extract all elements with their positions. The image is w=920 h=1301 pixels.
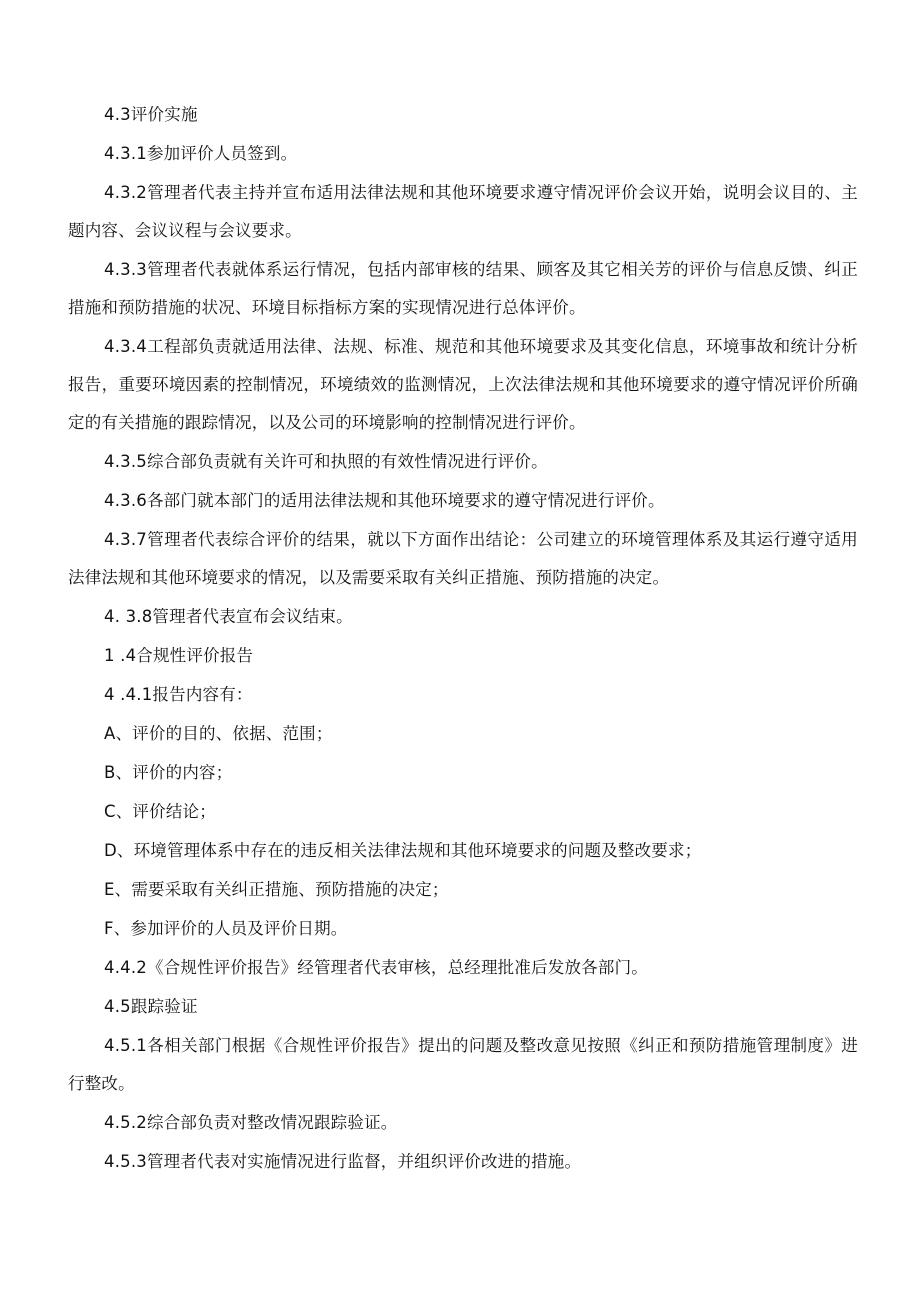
list-item-d: D、环境管理体系中存在的违反相关法律法规和其他环境要求的问题及整改要求；: [104, 841, 702, 860]
paragraph-4-3-5: 4.3.5综合部负责就有关许可和执照的有效性情况进行评价。: [104, 452, 548, 471]
section-heading-4-5: 4.5跟踪验证: [104, 997, 198, 1016]
section-heading-4-4: 1 .4合规性评价报告: [104, 646, 254, 665]
list-item-a: A、评价的目的、依据、范围；: [104, 724, 333, 743]
list-item-b: B、评价的内容；: [104, 763, 233, 782]
paragraph-4-3-1: 4.3.1参加评价人员签到。: [104, 144, 298, 163]
document-body: [68, 96, 858, 1182]
paragraph-4-5-1: 4.5.1各相关部门根据《合规性评价报告》提出的问题及整改意见按照《纠正和预防措施管理制度》进行整改。: [68, 1036, 858, 1093]
paragraph-4-3-6: 4.3.6各部门就本部门的适用法律法规和其他环境要求的遵守情况进行评价。: [104, 491, 665, 510]
paragraph-4-3-2: 4.3.2管理者代表主持并宣布适用法律法规和其他环境要求遵守情况评价会议开始，说明会议目的、主题内容、会议议程与会议要求。: [68, 183, 858, 240]
list-item-f: F、参加评价的人员及评价日期。: [104, 919, 348, 938]
paragraph-4-3-3: 4.3.3管理者代表就体系运行情况，包括内部审核的结果、顾客及其它相关芳的评价与信息反馈、纠正措施和预防措施的状况、环境目标指标方案的实现情况进行总体评价。: [68, 260, 858, 317]
paragraph-4-4-2: 4.4.2《合规性评价报告》经管理者代表审核，总经理批准后发放各部门。: [104, 958, 648, 977]
section-heading-4-3: 4.3评价实施: [104, 105, 198, 124]
list-item-c: C、评价结论；: [104, 802, 216, 821]
paragraph-4-3-4: 4.3.4工程部负责就适用法律、法规、标准、规范和其他环境要求及其变化信息，环境事故和统计分析报告，重要环境因素的控制情况，环境绩效的监测情况，上次法律法规和其他环境要求的遵守情况评价所确定的有关措施的跟踪情况，以及公司的环境影响的控制情况进行评价。: [68, 337, 858, 432]
paragraph-4-4-1: 4 .4.1报告内容有：: [104, 685, 253, 704]
paragraph-4-3-7: 4.3.7管理者代表综合评价的结果，就以下方面作出结论：公司建立的环境管理体系及其运行遵守适用法律法规和其他环境要求的情况，以及需要采取有关纠正措施、预防措施的决定。: [68, 530, 858, 587]
paragraph-4-5-2: 4.5.2综合部负责对整改情况跟踪验证。: [104, 1113, 398, 1132]
list-item-e: E、需要采取有关纠正措施、预防措施的决定；: [104, 880, 449, 899]
paragraph-4-3-8: 4. 3.8管理者代表宣布会议结束。: [104, 607, 353, 626]
paragraph-4-5-3: 4.5.3管理者代表对实施情况进行监督，并组织评价改进的措施。: [104, 1152, 582, 1171]
